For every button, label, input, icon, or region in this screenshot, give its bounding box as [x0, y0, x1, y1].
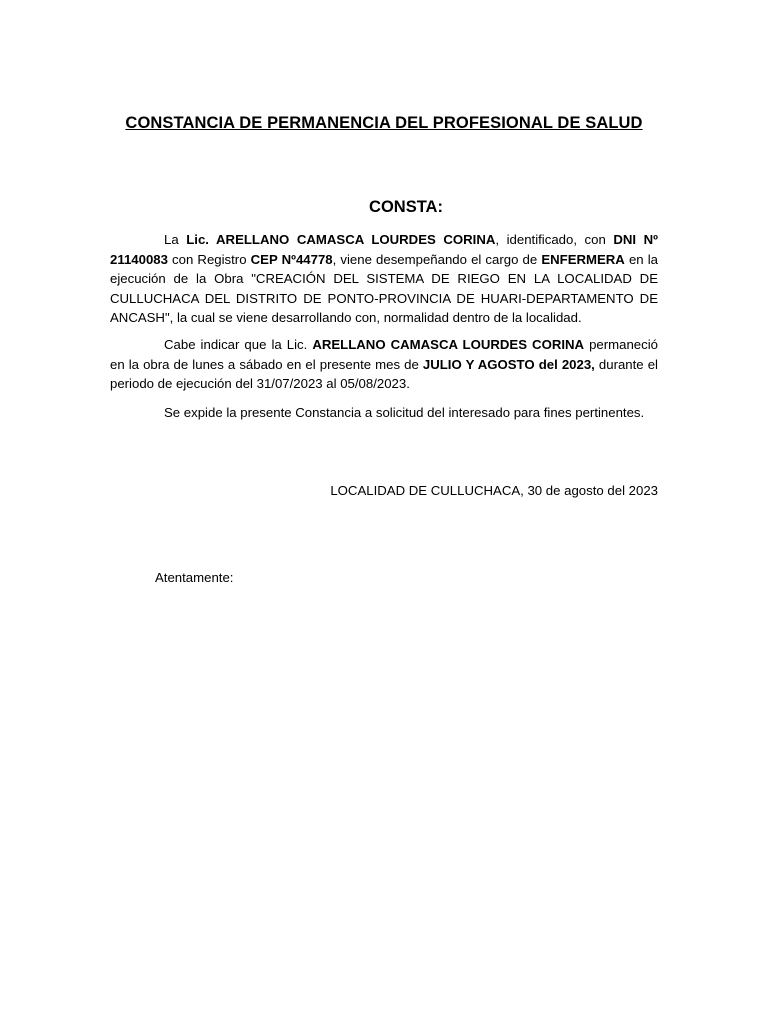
p1-text-1: La — [164, 232, 187, 247]
place-and-date: LOCALIDAD DE CULLUCHACA, 30 de agosto del 2023 — [330, 483, 658, 498]
professional-name: Lic. ARELLANO CAMASCA LOURDES CORINA — [186, 232, 496, 247]
job-position: ENFERMERA — [541, 251, 625, 267]
months-period: JULIO Y AGOSTO del 2023, — [422, 356, 595, 372]
document-heading: CONSTA: — [369, 198, 443, 216]
p1-text-3: con Registro — [167, 251, 251, 267]
paragraph-certification — [110, 230, 658, 328]
cep-registration: CEP Nº44778 — [250, 251, 333, 267]
document-title: CONSTANCIA DE PERMANENCIA DEL PROFESIONAL DE SALUD — [125, 114, 643, 132]
p2-text-1: Cabe indicar que la Lic. — [164, 337, 313, 352]
closing-salutation: Atentamente: — [155, 570, 234, 585]
p2-text-2: permaneció en la obra de lunes a sábado en el presente mes de — [110, 337, 658, 372]
p1-text-2: , identificado, con — [495, 232, 614, 247]
p2-text-3: durante el periodo de ejecución del 31/07/2023 al 05/08/2023. — [110, 356, 658, 392]
dni-number: DNI Nº 21140083 — [110, 232, 658, 267]
paragraph-issuance — [110, 403, 658, 423]
professional-name-repeat: ARELLANO CAMASCA LOURDES CORINA — [312, 337, 585, 352]
p3-text: Se expide la presente Constancia a solicitud del interesado para fines pertinentes. — [164, 405, 645, 420]
paragraph-permanence — [110, 335, 658, 394]
p1-text-4: , viene desempeñando el cargo de — [332, 251, 542, 267]
p1-text-5: en la ejecución de la Obra "CREACIÓN DEL SISTEMA DE RIEGO EN LA LOCALIDAD DE CULLUCHACA DEL DISTRITO DE PONTO-PROVINCIA DE HUARI-DEPARTAMENTO DE ANCASH", la cual se viene desarrollando con, normalidad dentro de la localidad. — [110, 251, 658, 326]
